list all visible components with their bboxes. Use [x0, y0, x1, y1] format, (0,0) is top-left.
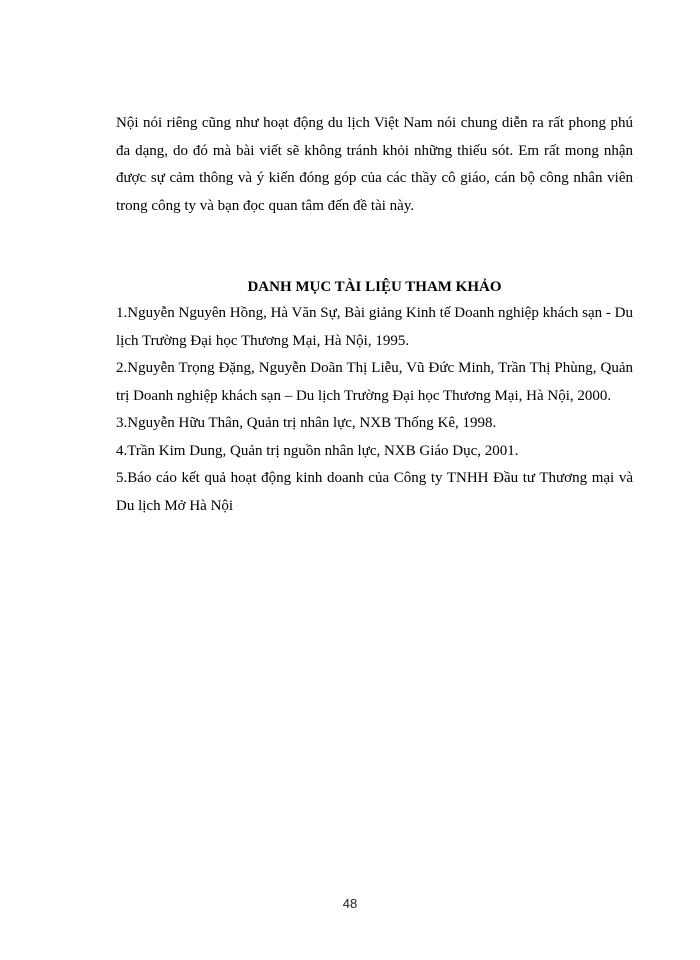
reference-item: 4.Trần Kim Dung, Quản trị nguồn nhân lực, NXB Giáo Dục, 2001. — [116, 442, 519, 459]
references-heading: DANH MỤC TÀI LIỆU THAM KHẢO — [247, 279, 502, 295]
reference-item: 5.Báo cáo kết quả hoạt động kinh doanh của Công ty TNHH Đầu tư Thương mại và Du lịch Mở Hà Nội — [116, 470, 633, 514]
reference-item: 1.Nguyễn Nguyên Hồng, Hà Văn Sự, Bài giảng Kinh tế Doanh nghiệp khách sạn - Du lịch Trường Đại học Thương Mại, Hà Nội, 1995. — [116, 305, 633, 349]
intro-paragraph: Nội nói riêng cũng như hoạt động du lịch Việt Nam nói chung diễn ra rất phong phú đa dạng, do đó mà bài viết sẽ không tránh khỏi những thiếu sót. Em rất mong nhận được sự cảm thông và ý kiến đóng góp của các thầy cô giáo, cán bộ công nhân viên trong công ty và bạn đọc quan tâm đến đề tài này. — [116, 115, 633, 214]
reference-item: 3.Nguyễn Hữu Thân, Quản trị nhân lực, NXB Thống Kê, 1998. — [116, 415, 497, 431]
page-number: 48 — [342, 896, 358, 911]
reference-item: 2.Nguyễn Trọng Đặng, Nguyễn Doãn Thị Liễu, Vũ Đức Minh, Trần Thị Phùng, Quản trị Doanh nghiệp khách sạn – Du lịch Trường Đại học Thương Mại, Hà Nội, 2000. — [116, 360, 633, 404]
references-list — [116, 300, 633, 520]
